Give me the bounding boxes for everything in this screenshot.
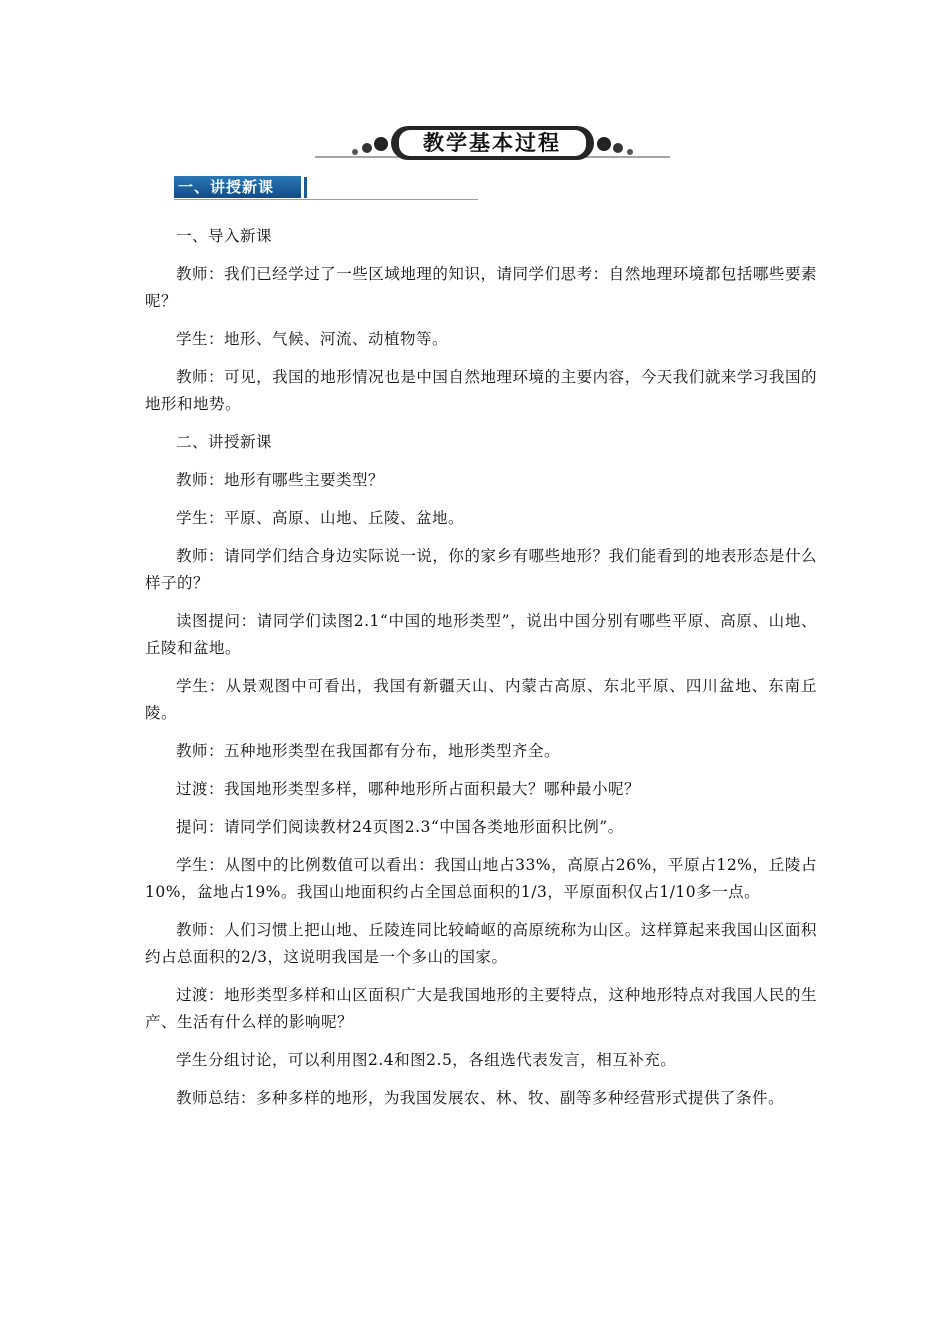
paragraph: 二、讲授新课 [176,433,273,451]
paragraph: 教师：五种地形类型在我国都有分布，地形类型齐全。 [176,742,561,760]
section-label-box [174,176,301,198]
paragraph: 学生分组讨论，可以利用图2.4和图2.5，各组选代表发言，相互补充。 [176,1051,677,1069]
section-underline [174,199,478,200]
paragraph: 教师：人们习惯上把山地、丘陵连同比较崎岖的高原统称为山区。这样算起来我国山区面积约占总面积的2/3，这说明我国是一个多山的国家。 [145,921,817,966]
lesson-body [145,223,817,1123]
paragraph: 教师：可见，我国的地形情况也是中国自然地理环境的主要内容，今天我们就来学习我国的地形和地势。 [145,368,817,413]
section-divider-bar [304,177,307,198]
paragraph: 学生：地形、气候、河流、动植物等。 [176,330,449,348]
paragraph: 教师：请同学们结合身边实际说一说，你的家乡有哪些地形？我们能看到的地表形态是什么样子的？ [145,547,817,592]
paragraph: 教师总结：多种多样的地形，为我国发展农、林、牧、副等多种经营形式提供了条件。 [176,1089,785,1107]
paragraph: 教师：地形有哪些主要类型？ [176,471,385,489]
paragraph: 教师：我们已经学过了一些区域地理的知识，请同学们思考：自然地理环境都包括哪些要素呢？ [145,265,817,310]
paragraph: 学生：从景观图中可看出，我国有新疆天山、内蒙古高原、东北平原、四川盆地、东南丘陵。 [145,677,817,722]
section-label: 一、讲授新课 [178,178,275,196]
paragraph: 过渡：地形类型多样和山区面积广大是我国地形的主要特点，这种地形特点对我国人民的生产、生活有什么样的影响呢？ [145,986,817,1031]
paragraph: 过渡：我国地形类型多样，哪种地形所占面积最大？哪种最小呢？ [176,780,641,798]
paragraph: 读图提问：请同学们读图2.1“中国的地形类型”，说出中国分别有哪些平原、高原、山地、丘陵和盆地。 [145,612,817,657]
title-banner [315,122,670,164]
section-heading [174,176,478,202]
paragraph: 学生：从图中的比例数值可以看出：我国山地占33%，高原占26%，平原占12%，丘陵占10%，盆地占19%。我国山地面积约占全国总面积的1/3，平原面积仅占1/10多一点。 [145,856,817,901]
banner-title: 教学基本过程 [423,131,561,155]
paragraph: 一、导入新课 [176,227,273,245]
paragraph: 提问：请同学们阅读教材24页图2.3“中国各类地形面积比例”。 [176,818,624,836]
paragraph: 学生：平原、高原、山地、丘陵、盆地。 [176,509,465,527]
